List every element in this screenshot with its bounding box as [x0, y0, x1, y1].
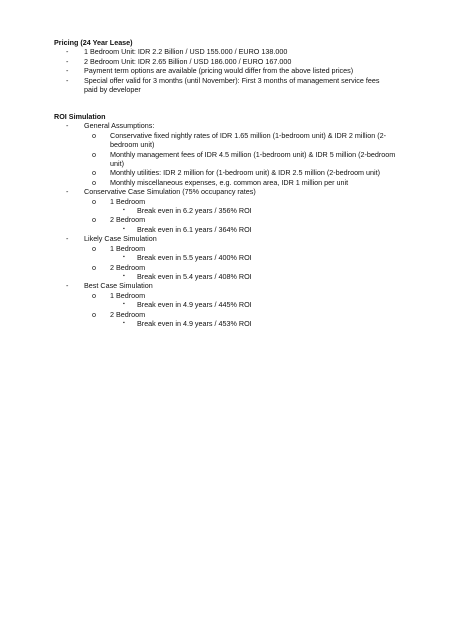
pricing-heading: Pricing (24 Year Lease) [54, 38, 133, 47]
circle-bullet: o [92, 243, 96, 253]
assumption-nightly-rates [54, 131, 404, 150]
assumption-text: Conservative fixed nightly rates of IDR 1.65 million (1-bedroom unit) & IDR 2 million (2-bedroom unit) [110, 130, 387, 150]
circle-bullet: o [92, 130, 96, 140]
dash-bullet: - [66, 56, 69, 66]
assumption-management-fees [54, 150, 404, 169]
circle-bullet: o [92, 196, 96, 206]
case-label: Conservative Case Simulation (75% occupancy rates) [84, 187, 256, 197]
square-bullet: ▪ [123, 207, 125, 214]
case-label: Likely Case Simulation [84, 234, 157, 244]
best-case [54, 281, 404, 290]
pricing-item-text: 1 Bedroom Unit: IDR 2.2 Billion / USD 155.000 / EURO 138.000 [84, 47, 288, 57]
break-even-text: Break even in 6.2 years / 356% ROI [137, 206, 252, 216]
dash-bullet: - [66, 121, 69, 131]
unit-1-bedroom [54, 197, 404, 206]
unit-label: 1 Bedroom [110, 196, 146, 206]
break-even-text: Break even in 5.5 years / 400% ROI [137, 253, 252, 263]
pricing-item-1bed [54, 47, 404, 56]
assumption-text: Monthly utilities: IDR 2 million for (1-bedroom unit) & IDR 2.5 million (2-bedroom unit) [110, 168, 381, 178]
dash-bullet: - [66, 66, 69, 76]
roi-section [54, 112, 404, 328]
pricing-section [54, 38, 404, 94]
unit-label: 1 Bedroom [110, 243, 146, 253]
square-bullet: ▪ [123, 254, 125, 261]
conservative-case [54, 187, 404, 196]
dash-bullet: - [66, 187, 69, 197]
general-assumptions-label: General Assumptions: [84, 121, 155, 131]
roi-heading: ROI Simulation [54, 112, 106, 121]
circle-bullet: o [92, 149, 96, 159]
square-bullet: ▪ [123, 225, 125, 232]
break-even-text: Break even in 5.4 years / 408% ROI [137, 271, 252, 281]
unit-result [54, 272, 404, 281]
unit-result [54, 206, 404, 215]
case-label: Best Case Simulation [84, 281, 153, 291]
pricing-item-text: 2 Bedroom Unit: IDR 2.65 Billion / USD 186.000 / EURO 167.000 [84, 56, 292, 66]
unit-label: 2 Bedroom [110, 215, 146, 225]
circle-bullet: o [92, 177, 96, 187]
unit-2-bedroom [54, 310, 404, 319]
break-even-text: Break even in 4.9 years / 445% ROI [137, 300, 252, 310]
pricing-item-2bed [54, 57, 404, 66]
circle-bullet: o [92, 290, 96, 300]
break-even-text: Break even in 6.1 years / 364% ROI [137, 224, 252, 234]
pricing-item-special-offer [54, 76, 404, 95]
general-assumptions [54, 121, 404, 130]
square-bullet: ▪ [123, 301, 125, 308]
unit-label: 2 Bedroom [110, 262, 146, 272]
dash-bullet: - [66, 47, 69, 57]
pricing-item-text: Payment term options are available (pricing would differ from the above listed prices) [84, 66, 354, 76]
unit-result [54, 225, 404, 234]
dash-bullet: - [66, 75, 69, 85]
dash-bullet: - [66, 234, 69, 244]
pricing-item-text: Special offer valid for 3 months (until November): First 3 months of management service fees paid by developer [84, 75, 380, 95]
unit-result [54, 300, 404, 309]
circle-bullet: o [92, 309, 96, 319]
unit-1-bedroom [54, 291, 404, 300]
square-bullet: ▪ [123, 319, 125, 326]
pricing-item-payment-terms [54, 66, 404, 75]
circle-bullet: o [92, 215, 96, 225]
unit-result [54, 253, 404, 262]
assumption-text: Monthly management fees of IDR 4.5 million (1-bedroom unit) & IDR 5 million (2-bedroom unit) [110, 149, 396, 169]
unit-label: 2 Bedroom [110, 309, 146, 319]
unit-2-bedroom [54, 215, 404, 224]
unit-result [54, 319, 404, 328]
likely-case [54, 234, 404, 243]
circle-bullet: o [92, 262, 96, 272]
break-even-text: Break even in 4.9 years / 453% ROI [137, 318, 252, 328]
assumption-misc-expenses [54, 178, 404, 187]
unit-2-bedroom [54, 263, 404, 272]
unit-label: 1 Bedroom [110, 290, 146, 300]
assumption-text: Monthly miscellaneous expenses, e.g. common area, IDR 1 million per unit [110, 177, 349, 187]
circle-bullet: o [92, 168, 96, 178]
square-bullet: ▪ [123, 272, 125, 279]
assumption-utilities [54, 168, 404, 177]
unit-1-bedroom [54, 244, 404, 253]
dash-bullet: - [66, 281, 69, 291]
